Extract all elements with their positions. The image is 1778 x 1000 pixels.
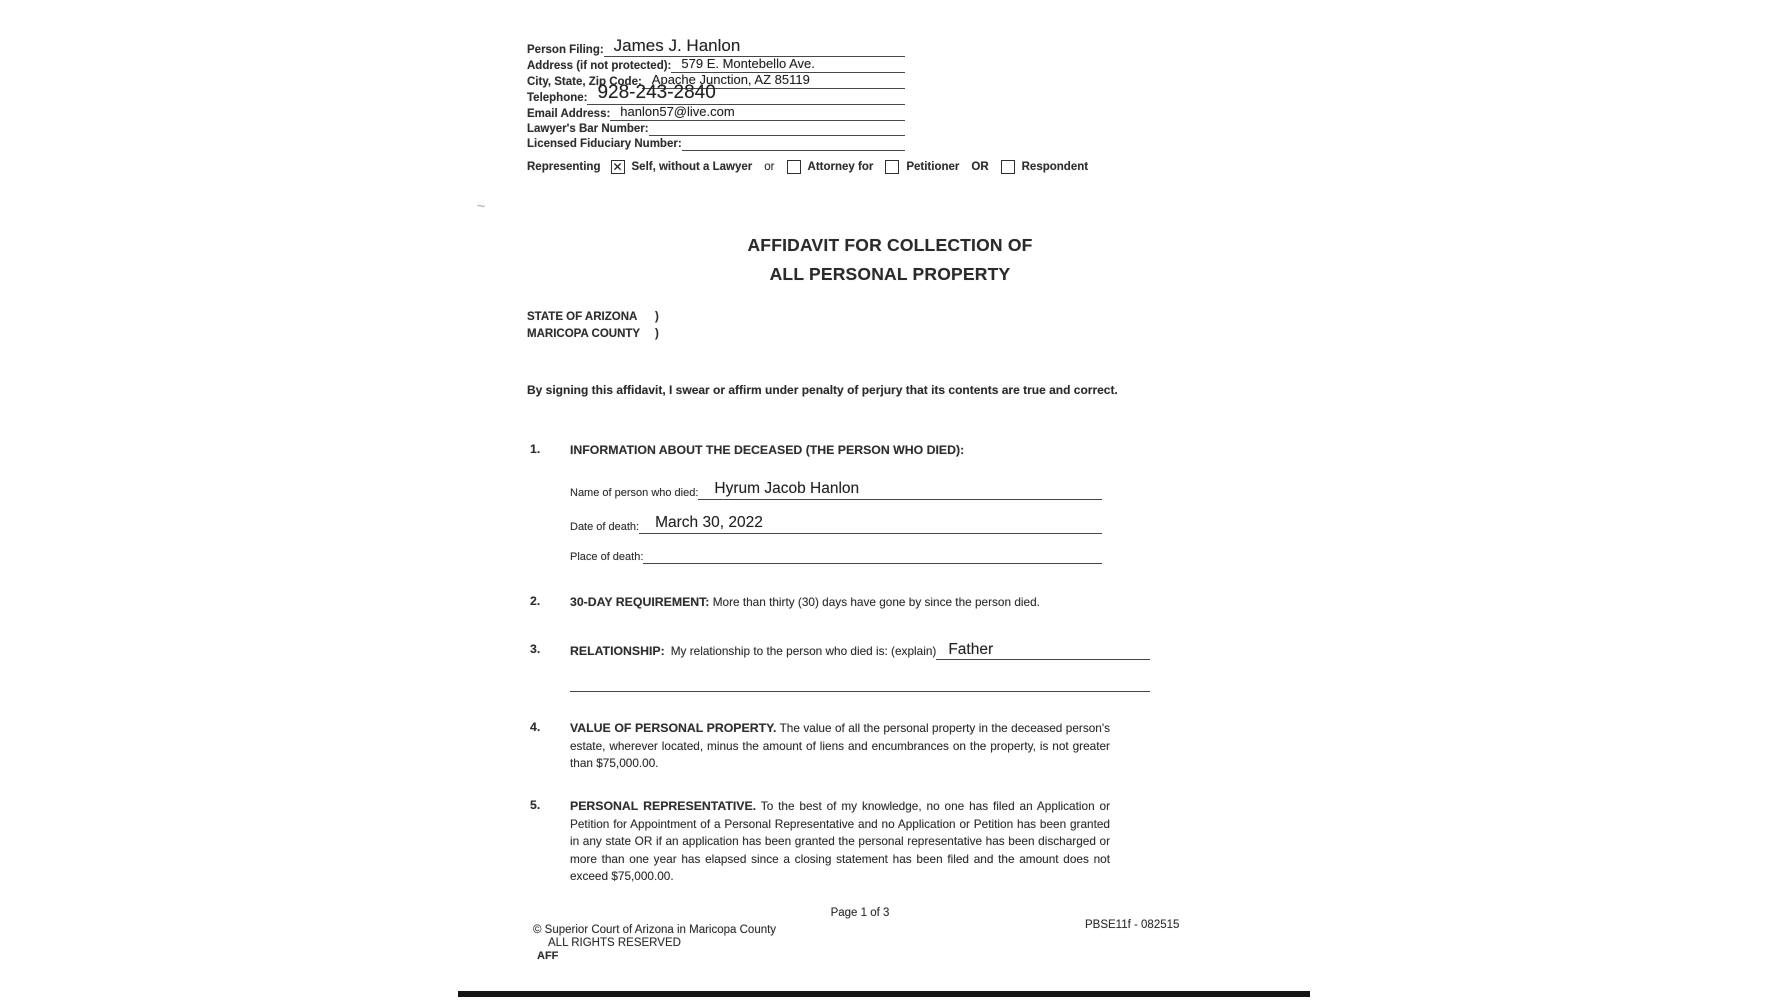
relationship-blank-line [570, 660, 1150, 692]
date-of-death-label: Date of death: [570, 520, 640, 533]
date-of-death-value: March 30, 2022 [639, 515, 1102, 533]
page-indicator: Page 1 of 3 [830, 907, 890, 919]
checkbox-attorney-for [787, 160, 801, 174]
venue-state-paren: ) [655, 311, 659, 323]
relationship-value: Father [936, 642, 1150, 660]
title-line-2: ALL PERSONAL PROPERTY [769, 264, 1011, 284]
section-1-number: 1. [530, 442, 541, 456]
deceased-name-label: Name of person who died: [570, 486, 699, 499]
petitioner-label: Petitioner [906, 161, 960, 173]
document-page [455, 0, 1325, 1000]
section-1-heading: INFORMATION ABOUT THE DECEASED (THE PERSON WHO DIED): [570, 443, 965, 457]
section-3-number: 3. [530, 642, 541, 656]
footer-form-number: PBSE11f - 082515 [1085, 919, 1180, 931]
deceased-name-value: Hyrum Jacob Hanlon [698, 481, 1102, 499]
field-telephone [527, 84, 905, 105]
representing-row [527, 160, 1088, 174]
section-5-body: To the best of my knowledge, no one has filed an Application or Petition for Appointment of a Personal Representative and no Application or Petition has been granted in any state OR if an application has been granted the personal representative has been discharged or more than one year has elapsed since a closing statement has been filed and the amount does not exceed $75,000.00. [570, 799, 1111, 883]
venue-caption [527, 309, 659, 343]
footer-copyright: © Superior Court of Arizona in Maricopa County [533, 924, 777, 936]
section-4-property-value [530, 720, 1110, 773]
field-date-of-death [570, 508, 1102, 534]
document-title [455, 231, 1325, 289]
field-person-filing [527, 37, 905, 57]
section-3-relationship [530, 642, 1150, 692]
section-5-number: 5. [530, 798, 541, 812]
footer-form-code: AFF [537, 950, 559, 962]
checkbox-petitioner [885, 160, 899, 174]
checkbox-respondent [1001, 160, 1015, 174]
telephone-value: 928-243-2840 [587, 83, 905, 105]
checkbox-self-without-lawyer: ✕ [612, 160, 623, 174]
place-of-death-label: Place of death: [570, 550, 644, 563]
scan-edge-bar [458, 991, 1310, 997]
address-value: 579 E. Montebello Ave. [671, 57, 905, 73]
venue-county-paren: ) [655, 328, 659, 340]
section-2-body: More than thirty (30) days have gone by since the person died. [712, 595, 1040, 609]
field-deceased-name [570, 474, 1102, 500]
field-fiduciary-number [527, 133, 905, 151]
footer-rights: ALL RIGHTS RESERVED [548, 937, 681, 949]
telephone-label: Telephone: [527, 92, 588, 104]
self-without-lawyer-label: Self, without a Lawyer [631, 161, 753, 173]
scan-artifact: ~ [477, 198, 486, 214]
section-3-body: My relationship to the person who died is: (explain) [670, 643, 937, 658]
or-upper-text: OR [971, 161, 989, 173]
venue-county: MARICOPA COUNTY [527, 328, 641, 340]
address-label: Address (if not protected): [527, 60, 672, 72]
relationship-line [570, 642, 1150, 660]
section-4-number: 4. [530, 720, 541, 734]
venue-state: STATE OF ARIZONA [527, 311, 638, 323]
email-label: Email Address: [527, 108, 611, 120]
city-state-zip-value: Apache Junction, AZ 85119 [642, 73, 905, 89]
venue-state-row [527, 309, 659, 326]
or-lower-text: or [764, 161, 775, 173]
section-2-30-day-requirement [530, 594, 1110, 612]
title-line-1: AFFIDAVIT FOR COLLECTION OF [747, 235, 1033, 255]
person-filing-value: James J. Hanlon [604, 37, 905, 57]
respondent-label: Respondent [1021, 161, 1089, 173]
representing-label: Representing [527, 161, 601, 173]
place-of-death-value [643, 562, 1102, 564]
city-state-zip-label: City, State, Zip Code: [527, 76, 642, 88]
attorney-for-label: Attorney for [807, 161, 874, 173]
section-4-body: The value of all the personal property in the deceased person's estate, wherever located, minus the amount of liens and encumbrances on the property, is not greater than $75,000.00. [570, 721, 1110, 770]
section-3-heading: RELATIONSHIP: [570, 643, 665, 658]
section-1-deceased-info [530, 442, 1110, 564]
section-2-number: 2. [530, 594, 541, 608]
venue-county-row [527, 326, 659, 343]
field-place-of-death [570, 538, 1102, 564]
person-filing-label: Person Filing: [527, 44, 604, 56]
bar-number-label: Lawyer's Bar Number: [527, 123, 649, 135]
section-2-heading: 30-DAY REQUIREMENT: [570, 595, 710, 609]
oath-statement: By signing this affidavit, I swear or affirm under penalty of perjury that its contents are true and correct. [527, 383, 1118, 397]
email-value: hanlon57@live.com [610, 105, 905, 121]
section-5-heading: PERSONAL REPRESENTATIVE. [570, 799, 757, 813]
section-1-fields [570, 474, 1102, 564]
fiduciary-number-value [682, 149, 905, 151]
fiduciary-number-label: Licensed Fiduciary Number: [527, 138, 682, 150]
section-5-personal-representative [530, 798, 1110, 886]
section-4-heading: VALUE OF PERSONAL PROPERTY. [570, 721, 777, 735]
